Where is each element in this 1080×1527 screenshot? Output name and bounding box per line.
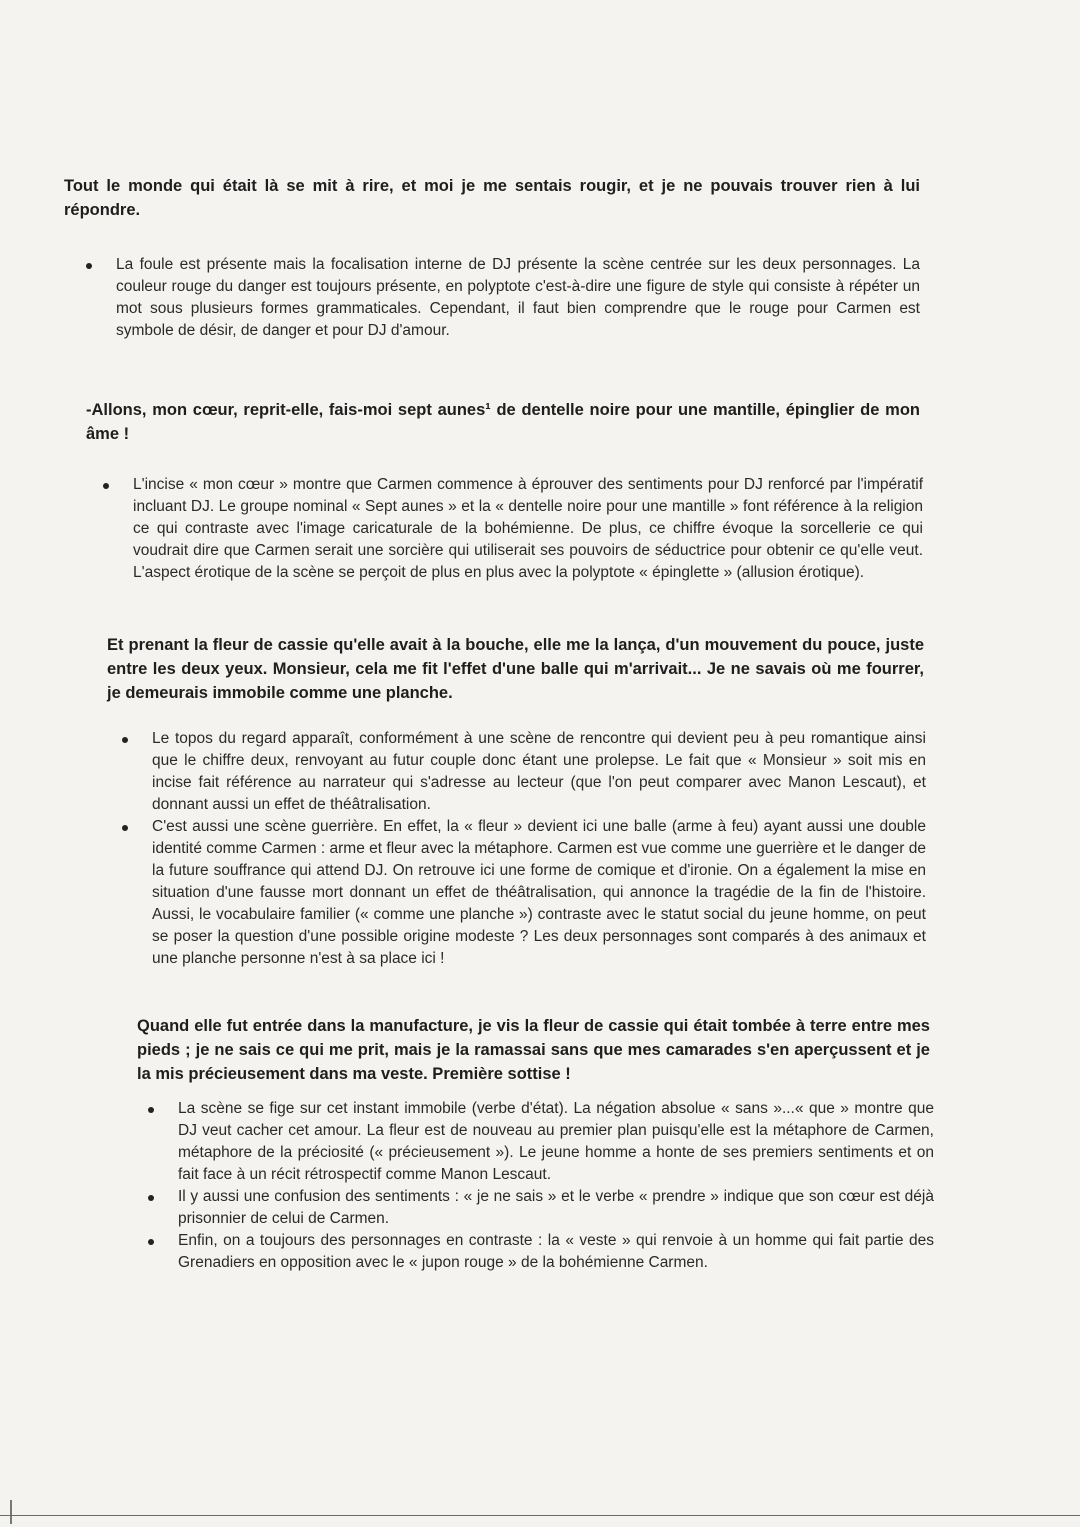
quote-3: Et prenant la fleur de cassie qu'elle avait à la bouche, elle me la lança, d'un mouvement du pouce, juste entre les deux yeux. Monsieur, cela me fit l'effet d'une balle qui m'arrivait... Je ne savais où me fourrer, je demeurais immobile comme une planche. bbox=[107, 636, 924, 702]
bullet-list-2 bbox=[133, 474, 923, 584]
bullet-icon bbox=[122, 825, 128, 831]
list-item: Enfin, on a toujours des personnages en contraste : la « veste » qui renvoie à un homme qui fait partie des Grenadiers en opposition avec le « jupon rouge » de la bohémienne Carmen. bbox=[178, 1230, 934, 1274]
list-item: L'incise « mon cœur » montre que Carmen commence à éprouver des sentiments pour DJ renforcé par l'impératif incluant DJ. Le groupe nominal « Sept aunes » et la « dentelle noire pour une mantille » font référence à la religion ce qui contraste avec l'image caricaturale de la bohémienne. De plus, ce chiffre évoque la sorcellerie ce qui voudrait dire que Carmen serait une sorcière qui utiliserait ses pouvoirs de séductrice pour obtenir ce qu'elle veut. L'aspect érotique de la scène se perçoit de plus en plus avec la polyptote « épinglette » (allusion érotique). bbox=[133, 474, 923, 584]
scan-bottom-line bbox=[0, 1515, 1080, 1516]
quote-4: Quand elle fut entrée dans la manufacture, je vis la fleur de cassie qui était tombée à terre entre mes pieds ; je ne sais ce qui me prit, mais je la ramassai sans que mes camarades s'en aperçussent et je la mis précieusement dans ma veste. Première sottise ! bbox=[137, 1017, 930, 1083]
bullet-icon bbox=[148, 1239, 154, 1245]
list-item: La foule est présente mais la focalisation interne de DJ présente la scène centrée sur les deux personnages. La couleur rouge du danger est toujours présente, en polyptote c'est-à-dire une figure de style qui consiste à répéter un mot sous plusieurs formes grammaticales. Cependant, il faut bien comprendre que le rouge pour Carmen est symbole de désir, de danger et pour DJ d'amour. bbox=[116, 254, 920, 342]
bullet-list-3 bbox=[152, 728, 926, 970]
bullet-icon bbox=[86, 263, 92, 269]
bullet-list-1 bbox=[116, 254, 920, 342]
bullet-icon bbox=[122, 737, 128, 743]
quote-2: -Allons, mon cœur, reprit-elle, fais-moi sept aunes¹ de dentelle noire pour une mantille, épinglier de mon âme ! bbox=[86, 401, 920, 443]
bullet-icon bbox=[148, 1107, 154, 1113]
list-item: Le topos du regard apparaît, conformément à une scène de rencontre qui devient peu à peu romantique ainsi que le chiffre deux, renvoyant au futur couple donc étant une prolepse. Le fait que « Monsieur » soit mis en incise fait référence au narrateur qui s'adresse au lecteur (que l'on peut comparer avec Manon Lescaut), et donnant aussi un effet de théâtralisation. bbox=[152, 728, 926, 816]
list-item: La scène se fige sur cet instant immobile (verbe d'état). La négation absolue « sans »...« que » montre que DJ veut cacher cet amour. La fleur est de nouveau au premier plan puisqu'elle est la métaphore de Carmen, métaphore de la préciosité (« précieusement »). Le jeune homme a honte de ses premiers sentiments et on fait face à un récit rétrospectif comme Manon Lescaut. bbox=[178, 1098, 934, 1186]
scan-edge-mark bbox=[10, 1500, 12, 1524]
list-item: C'est aussi une scène guerrière. En effet, la « fleur » devient ici une balle (arme à feu) ayant aussi une double identité comme Carmen : arme et fleur avec la métaphore. Carmen est vue comme une guerrière et le danger de la future souffrance qui attend DJ. On retrouve ici une forme de comique et d'ironie. On a également la mise en situation d'une fausse mort donnant un effet de théâtralisation, qui annonce la tragédie de la fin de l'histoire. Aussi, le vocabulaire familier (« comme une planche ») contraste avec le statut social du jeune homme, on peut se poser la question d'une possible origine modeste ? Les deux personnages sont comparés à des animaux et une planche personne n'est à sa place ici ! bbox=[152, 816, 926, 970]
bullet-list-4 bbox=[178, 1098, 934, 1274]
bullet-icon bbox=[103, 483, 109, 489]
list-item: Il y aussi une confusion des sentiments : « je ne sais » et le verbe « prendre » indique que son cœur est déjà prisonnier de celui de Carmen. bbox=[178, 1186, 934, 1230]
bullet-icon bbox=[148, 1195, 154, 1201]
quote-1: Tout le monde qui était là se mit à rire, et moi je me sentais rougir, et je ne pouvais trouver rien à lui répondre. bbox=[64, 177, 920, 219]
